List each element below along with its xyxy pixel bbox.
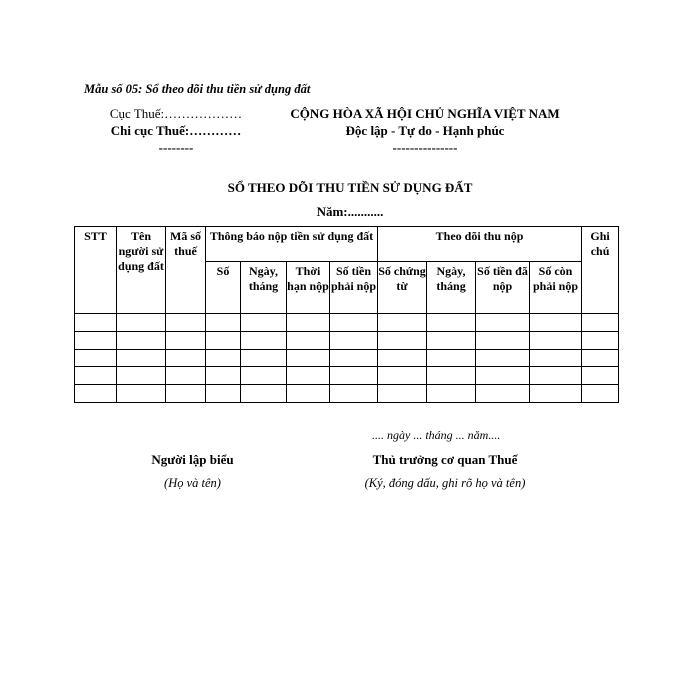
- table-row: [75, 349, 619, 367]
- table-cell: [476, 349, 530, 367]
- table-cell: [378, 367, 427, 385]
- tax-office-head-note: (Ký, đóng dấu, ghi rõ họ và tên): [364, 476, 526, 490]
- ledger-body: [75, 314, 619, 403]
- table-cell: [476, 331, 530, 349]
- header-row-group: [75, 227, 619, 262]
- header-notice-number: Số: [206, 262, 241, 314]
- tax-branch-line: Chi cục Thuế:…………: [110, 123, 242, 138]
- table-row: [75, 367, 619, 385]
- table-cell: [206, 367, 241, 385]
- table-cell: [287, 331, 330, 349]
- table-cell: [75, 314, 117, 332]
- header-payment-date: Ngày, tháng: [427, 262, 476, 314]
- national-header: [280, 105, 570, 156]
- table-cell: [166, 367, 206, 385]
- tax-office-head-title: Thủ trưởng cơ quan Thuế: [372, 452, 518, 467]
- agency-divider: --------: [158, 140, 194, 155]
- table-cell: [75, 385, 117, 403]
- table-cell: [206, 314, 241, 332]
- table-cell: [241, 367, 287, 385]
- header-tracking-group: Theo dõi thu nộp: [378, 227, 582, 262]
- table-cell: [530, 331, 582, 349]
- form-number-title: Mẫu số 05: Sổ theo dõi thu tiền sử dụng đất: [84, 82, 311, 96]
- header-taxpayer-name: Tên người sử dụng đất: [117, 227, 166, 314]
- table-cell: [206, 385, 241, 403]
- table-cell: [330, 331, 378, 349]
- table-cell: [206, 349, 241, 367]
- table-cell: [427, 367, 476, 385]
- year-line: Năm:...........: [316, 204, 384, 219]
- preparer-note: (Họ và tên): [164, 476, 221, 490]
- table-cell: [378, 331, 427, 349]
- table-cell: [241, 385, 287, 403]
- national-motto: Độc lập - Tự do - Hạnh phúc: [345, 123, 505, 138]
- table-cell: [117, 314, 166, 332]
- header-payment-deadline: Thời hạn nộp: [287, 262, 330, 314]
- table-cell: [530, 314, 582, 332]
- table-cell: [427, 331, 476, 349]
- national-divider: ---------------: [392, 140, 458, 155]
- header-tax-code: Mã số thuế: [166, 227, 206, 314]
- table-cell: [330, 367, 378, 385]
- agency-block: [96, 105, 256, 156]
- table-cell: [287, 385, 330, 403]
- table-cell: [166, 331, 206, 349]
- date-line: .... ngày ... tháng ... năm....: [372, 428, 501, 442]
- header-voucher-number: Số chứng từ: [378, 262, 427, 314]
- table-cell: [166, 314, 206, 332]
- table-cell: [117, 331, 166, 349]
- header-amount-remaining: Số còn phải nộp: [530, 262, 582, 314]
- table-cell: [476, 314, 530, 332]
- header-amount-payable: Số tiền phải nộp: [330, 262, 378, 314]
- header-amount-paid: Số tiền đã nộp: [476, 262, 530, 314]
- document-title: SỔ THEO DÕI THU TIỀN SỬ DỤNG ĐẤT: [227, 180, 473, 195]
- table-row: [75, 314, 619, 332]
- table-cell: [530, 385, 582, 403]
- table-cell: [287, 349, 330, 367]
- table-cell: [427, 385, 476, 403]
- table-cell: [241, 349, 287, 367]
- table-cell: [75, 349, 117, 367]
- table-cell: [117, 349, 166, 367]
- table-cell: [427, 349, 476, 367]
- table-cell: [75, 367, 117, 385]
- table-cell: [378, 385, 427, 403]
- table-cell: [206, 331, 241, 349]
- table-row: [75, 331, 619, 349]
- header-stt: STT: [75, 227, 117, 314]
- table-row: [75, 385, 619, 403]
- table-cell: [166, 349, 206, 367]
- table-cell: [287, 314, 330, 332]
- header-note: Ghi chú: [582, 227, 619, 314]
- table-cell: [582, 331, 619, 349]
- table-cell: [378, 314, 427, 332]
- tax-department-line: Cục Thuế:………………: [109, 106, 243, 121]
- table-cell: [476, 385, 530, 403]
- table-cell: [166, 385, 206, 403]
- table-cell: [378, 349, 427, 367]
- table-cell: [582, 385, 619, 403]
- table-cell: [530, 349, 582, 367]
- table-cell: [582, 367, 619, 385]
- header-notice-date: Ngày, tháng: [241, 262, 287, 314]
- table-cell: [476, 367, 530, 385]
- table-cell: [75, 331, 117, 349]
- table-cell: [330, 314, 378, 332]
- table-cell: [117, 385, 166, 403]
- table-cell: [287, 367, 330, 385]
- table-cell: [582, 349, 619, 367]
- table-cell: [427, 314, 476, 332]
- preparer-title: Người lập biểu: [151, 452, 234, 467]
- country-name: CỘNG HÒA XÃ HỘI CHỦ NGHĨA VIỆT NAM: [290, 106, 560, 121]
- table-cell: [582, 314, 619, 332]
- table-cell: [241, 314, 287, 332]
- table-cell: [530, 367, 582, 385]
- table-cell: [330, 349, 378, 367]
- table-cell: [330, 385, 378, 403]
- table-cell: [117, 367, 166, 385]
- table-cell: [241, 331, 287, 349]
- header-notice-group: Thông báo nộp tiền sử dụng đất: [206, 227, 378, 262]
- ledger-table: [74, 226, 619, 403]
